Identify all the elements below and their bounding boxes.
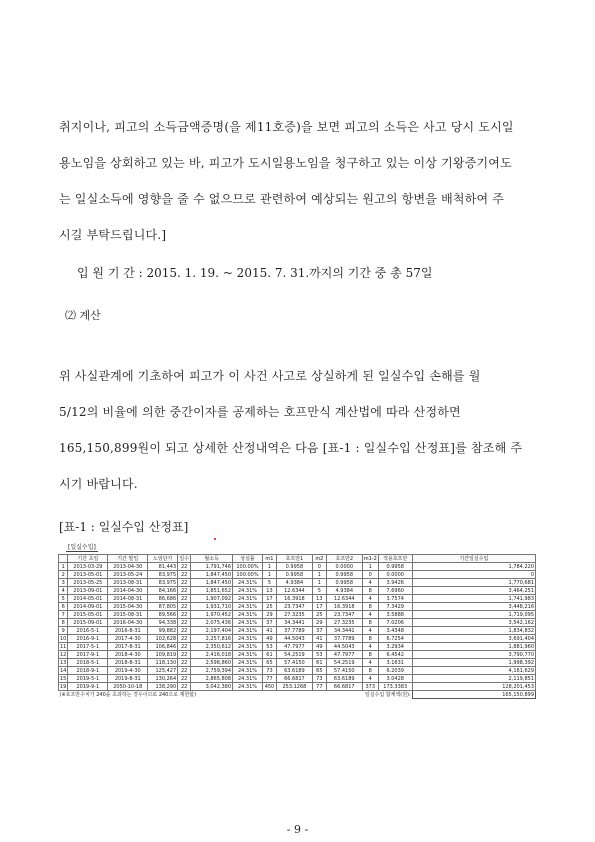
table-cell: 22 bbox=[178, 603, 191, 611]
table-cell: 24.31% bbox=[233, 587, 263, 595]
table-cell: 2013-04-30 bbox=[108, 563, 148, 571]
table-cell: 4 bbox=[362, 579, 378, 587]
table-cell: 2,598,860 bbox=[191, 659, 233, 667]
table-cell: 22 bbox=[178, 595, 191, 603]
table-cell: 8 bbox=[362, 603, 378, 611]
table-cell: 0 bbox=[412, 571, 535, 579]
table-cell: 81,443 bbox=[148, 563, 178, 571]
table-cell: 73 bbox=[262, 667, 276, 675]
table-cell: 13 bbox=[312, 595, 326, 603]
table-cell: 24.31% bbox=[233, 627, 263, 635]
table-cell: 0.9958 bbox=[326, 579, 362, 587]
table-cell: 2015-05-01 bbox=[68, 611, 108, 619]
table-cell: 16.3918 bbox=[276, 595, 312, 603]
table-row bbox=[59, 603, 536, 611]
table-row bbox=[59, 675, 536, 683]
table-cell: 44.5043 bbox=[326, 643, 362, 651]
table-cell: 2018-9-1 bbox=[68, 667, 108, 675]
table-cell: 2019-4-30 bbox=[108, 667, 148, 675]
table-cell: 450 bbox=[262, 683, 276, 691]
table-cell: 2,416,018 bbox=[191, 651, 233, 659]
table-row bbox=[59, 627, 536, 635]
table-cell: 22 bbox=[178, 659, 191, 667]
table-cell: 3.4348 bbox=[378, 627, 412, 635]
table-cell: 2013-03-29 bbox=[68, 563, 108, 571]
table-cell: 1,907,092 bbox=[191, 595, 233, 603]
table-cell: 8 bbox=[59, 619, 68, 627]
table-cell: 2015-09-01 bbox=[68, 619, 108, 627]
table-cell: 100.00% bbox=[233, 563, 263, 571]
table-cell: 138,290 bbox=[148, 683, 178, 691]
table-cell: 13 bbox=[60, 659, 67, 666]
table-row bbox=[59, 595, 536, 603]
table-cell: 22 bbox=[178, 667, 191, 675]
table-header-cell: 적용호프만 bbox=[378, 555, 412, 563]
table-cell: 22 bbox=[178, 611, 191, 619]
table-cell: 15 bbox=[60, 675, 67, 682]
sum-label: 일실수입 합계액(원): bbox=[364, 691, 411, 698]
table-cell: 22 bbox=[178, 563, 191, 571]
table-cell: 25 bbox=[262, 603, 276, 611]
table-cell: 102,628 bbox=[148, 635, 178, 643]
table-cell: 23.7347 bbox=[276, 603, 312, 611]
table-cell: 3,691,404 bbox=[412, 635, 535, 643]
table-cell: 24.31% bbox=[233, 611, 263, 619]
table-cell: 65 bbox=[312, 667, 326, 675]
admission-period: 입 원 기 간 : 2015. 1. 19. ~ 2015. 7. 31.까지의 기간 중 총 57일 bbox=[77, 266, 433, 280]
table-cell: 0.9958 bbox=[276, 563, 312, 571]
paragraph-line: 용노임을 상회하고 있는 바, 피고가 도시일용노임을 청구하고 있는 이상 기왕증기여도 bbox=[59, 156, 512, 170]
table-cell: 1 bbox=[362, 563, 378, 571]
table-cell: 83,975 bbox=[148, 579, 178, 587]
table-cell: 83,975 bbox=[148, 571, 178, 579]
table-cell: 0.0000 bbox=[326, 563, 362, 571]
table-cell: 1 bbox=[59, 563, 68, 571]
table-cell: 24.31% bbox=[233, 667, 263, 675]
table-row bbox=[59, 571, 536, 579]
sum-value: 165,150,899 bbox=[412, 691, 535, 699]
lost-income-sheet bbox=[58, 540, 536, 698]
table-row bbox=[59, 635, 536, 643]
table-cell: 8 bbox=[362, 667, 378, 675]
table-cell: 2014-05-01 bbox=[68, 595, 108, 603]
table-cell: 16.3918 bbox=[326, 603, 362, 611]
table-cell: 65 bbox=[262, 659, 276, 667]
table-cell: 106,846 bbox=[148, 643, 178, 651]
paragraph-line: 위 사실관계에 기초하여 피고가 이 사건 사고로 상실하게 된 일실수입 손해를 월 bbox=[59, 369, 481, 383]
table-cell: 94,338 bbox=[148, 619, 178, 627]
paragraph-line: 시길 부탁드립니다.] bbox=[59, 228, 167, 242]
table-cell: 2,865,808 bbox=[191, 675, 233, 683]
table-cell: 1,834,832 bbox=[412, 627, 535, 635]
table-cell: 2013-05-24 bbox=[108, 571, 148, 579]
table-cell: 2019-9-1 bbox=[68, 683, 108, 691]
table-cell: 4.9384 bbox=[326, 587, 362, 595]
table-cell: 100.00% bbox=[233, 571, 263, 579]
table-cell: 4 bbox=[362, 643, 378, 651]
table-cell: 22 bbox=[178, 675, 191, 683]
table-cell: 89,566 bbox=[148, 611, 178, 619]
table-cell: 1 bbox=[262, 571, 276, 579]
table-title: [표-1 : 일실수입 산정표] bbox=[59, 520, 189, 534]
table-cell: 12.6344 bbox=[276, 587, 312, 595]
table-header-cell: 기간일실수입 bbox=[412, 555, 535, 563]
table-cell: 3.5888 bbox=[378, 611, 412, 619]
table-cell: 23.7347 bbox=[326, 611, 362, 619]
table-cell: 3,464,251 bbox=[412, 587, 535, 595]
table-cell: 2016-5-1 bbox=[68, 627, 108, 635]
table-cell: 24.31% bbox=[233, 603, 263, 611]
paragraph-line: 시기 바랍니다. bbox=[59, 477, 138, 491]
table-header-cell: m2 bbox=[312, 555, 326, 563]
table-cell: 66.6817 bbox=[276, 675, 312, 683]
table-cell: 2016-8-31 bbox=[108, 627, 148, 635]
table-cell: 61 bbox=[262, 651, 276, 659]
table-cell: 22 bbox=[178, 587, 191, 595]
table-cell: 4 bbox=[362, 611, 378, 619]
table-cell: 2019-8-31 bbox=[108, 675, 148, 683]
table-header-row bbox=[59, 555, 536, 563]
table-header-cell: 호프만1 bbox=[276, 555, 312, 563]
table-cell: 17 bbox=[262, 595, 276, 603]
table-cell: 84,166 bbox=[148, 587, 178, 595]
section-heading: ⑵ 계산 bbox=[65, 309, 101, 322]
table-cell: 37.7789 bbox=[276, 627, 312, 635]
paragraph-line: 5/12의 비율에 의한 중간이자를 공제하는 호프만식 계산법에 따라 산정하면 bbox=[59, 405, 461, 419]
table-cell: 2050-10-18 bbox=[108, 683, 148, 691]
table-cell: 0.0000 bbox=[378, 571, 412, 579]
table-row bbox=[59, 643, 536, 651]
table-cell: 22 bbox=[178, 619, 191, 627]
table-cell: 8 bbox=[362, 587, 378, 595]
table-header-cell: 일수 bbox=[179, 555, 189, 562]
table-cell: 1,851,652 bbox=[191, 587, 233, 595]
table-cell: 6.4542 bbox=[378, 651, 412, 659]
table-cell: 0.9958 bbox=[276, 571, 312, 579]
table-cell: 1,791,746 bbox=[191, 563, 233, 571]
sheet-label: [일실수입] bbox=[68, 544, 96, 551]
table-cell: 2017-8-31 bbox=[108, 643, 148, 651]
table-header-cell: 호프만2 bbox=[326, 555, 362, 563]
table-cell: 373 bbox=[362, 683, 378, 691]
table-cell: 253.1268 bbox=[276, 683, 312, 691]
table-cell: 24.31% bbox=[233, 643, 263, 651]
table-cell: 86,686 bbox=[148, 595, 178, 603]
table-cell: 77 bbox=[312, 683, 326, 691]
table-cell: 2,197,404 bbox=[191, 627, 233, 635]
table-cell: 24.31% bbox=[233, 595, 263, 603]
table-header-cell bbox=[59, 555, 68, 563]
table-cell: 22 bbox=[178, 643, 191, 651]
table-cell: 4 bbox=[362, 595, 378, 603]
table-cell: 57.4150 bbox=[276, 659, 312, 667]
table-cell: 109,819 bbox=[148, 651, 178, 659]
table-cell: 54.2519 bbox=[276, 651, 312, 659]
table-cell: 1,741,983 bbox=[412, 595, 535, 603]
table-cell: 2014-09-01 bbox=[68, 603, 108, 611]
table-cell: 7 bbox=[59, 611, 68, 619]
table-cell: 2017-5-1 bbox=[68, 643, 108, 651]
table-cell: 1,881,960 bbox=[412, 643, 535, 651]
table-row bbox=[59, 619, 536, 627]
table-cell: 1 bbox=[312, 579, 326, 587]
table-cell: 2,350,612 bbox=[191, 643, 233, 651]
table-cell: 1,970,452 bbox=[191, 611, 233, 619]
table-header-cell: m1-2 bbox=[363, 555, 377, 562]
table-cell: 8 bbox=[362, 651, 378, 659]
table-cell: 17 bbox=[312, 603, 326, 611]
table-cell: 2014-04-30 bbox=[108, 587, 148, 595]
table-cell: 1,784,220 bbox=[412, 563, 535, 571]
table-cell: 0.9958 bbox=[378, 563, 412, 571]
table-cell: 4,161,629 bbox=[412, 667, 535, 675]
table-cell: 63.6189 bbox=[276, 667, 312, 675]
table-cell: 22 bbox=[178, 651, 191, 659]
table-cell: 22 bbox=[178, 683, 191, 691]
table-cell: 87,805 bbox=[148, 603, 178, 611]
table-row bbox=[59, 611, 536, 619]
table-cell: 2,075,436 bbox=[191, 619, 233, 627]
table-cell: 0 bbox=[362, 571, 378, 579]
table-cell: 47.7977 bbox=[276, 643, 312, 651]
table-cell: 3,448,216 bbox=[412, 603, 535, 611]
table-cell: 1,998,392 bbox=[412, 659, 535, 667]
paragraph-line: 취지이나, 피고의 소득금액증명(을 제11호증)을 보면 피고의 소득은 사고 당시 도시일 bbox=[59, 120, 514, 134]
table-row bbox=[59, 579, 536, 587]
table-cell: 73 bbox=[312, 675, 326, 683]
table-cell: 3.7574 bbox=[378, 595, 412, 603]
table-cell: 24.31% bbox=[233, 619, 263, 627]
table-cell: 6.7254 bbox=[378, 635, 412, 643]
table-cell: 7.6960 bbox=[378, 587, 412, 595]
page-number: - 9 - bbox=[286, 823, 309, 836]
table-cell: 4 bbox=[59, 587, 68, 595]
table-cell: 0.9958 bbox=[326, 571, 362, 579]
table-cell: 53 bbox=[312, 651, 326, 659]
table-row bbox=[59, 667, 536, 675]
table-cell: 173.3383 bbox=[378, 683, 412, 691]
paragraph-line: 165,150,899원이 되고 상세한 산정내역은 다음 [표-1 : 일실수입 산정표]를 참조해 주 bbox=[59, 441, 523, 455]
table-cell: 24.31% bbox=[233, 659, 263, 667]
table-cell: 27.3235 bbox=[276, 611, 312, 619]
table-cell: 2017-9-1 bbox=[68, 651, 108, 659]
table-cell: 53 bbox=[262, 643, 276, 651]
table-cell: 99,882 bbox=[148, 627, 178, 635]
table-cell: 2,759,394 bbox=[191, 667, 233, 675]
table-header-cell: 기간 초일 bbox=[68, 555, 108, 563]
table-cell: 125,427 bbox=[148, 667, 178, 675]
table-header-cell: 기간 말일 bbox=[108, 555, 148, 563]
table-cell: 34.3441 bbox=[276, 619, 312, 627]
table-cell: 13 bbox=[262, 587, 276, 595]
table-cell: 6.2039 bbox=[378, 667, 412, 675]
table-cell: 63.6189 bbox=[326, 675, 362, 683]
table-cell: 49 bbox=[262, 635, 276, 643]
table-cell: 19 bbox=[60, 683, 67, 690]
table-cell: 12.6344 bbox=[326, 595, 362, 603]
table-cell: 2013-09-01 bbox=[68, 587, 108, 595]
table-cell: 4.9384 bbox=[276, 579, 312, 587]
table-cell: 37 bbox=[312, 627, 326, 635]
table-header-cell: 상실률 bbox=[233, 555, 263, 563]
table-cell: 6 bbox=[59, 603, 68, 611]
table-cell: 8 bbox=[362, 635, 378, 643]
table-cell: 44.5043 bbox=[276, 635, 312, 643]
table-cell: 54.2519 bbox=[326, 659, 362, 667]
table-cell: 2014-08-31 bbox=[108, 595, 148, 603]
table-cell: 1,770,681 bbox=[412, 579, 535, 587]
table-row bbox=[59, 651, 536, 659]
table-cell: 1 bbox=[262, 563, 276, 571]
table-cell: 29 bbox=[262, 611, 276, 619]
table-cell: 37 bbox=[262, 619, 276, 627]
table-cell: 2019-5-1 bbox=[68, 675, 108, 683]
table-cell: 12 bbox=[60, 651, 67, 658]
table-cell: 8 bbox=[362, 619, 378, 627]
table-header-cell: m1 bbox=[262, 555, 276, 563]
table-cell: 22 bbox=[178, 571, 191, 579]
table-cell: 77 bbox=[262, 675, 276, 683]
table-cell: 2015-08-31 bbox=[108, 611, 148, 619]
table-cell: 2016-04-30 bbox=[108, 619, 148, 627]
table-cell: 47.7977 bbox=[326, 651, 362, 659]
table-footer-row bbox=[59, 691, 536, 699]
table-cell: 128,201,453 bbox=[412, 683, 535, 691]
table-cell: 2013-08-31 bbox=[108, 579, 148, 587]
table-cell: 37.7789 bbox=[326, 635, 362, 643]
table-cell: 2013-05-01 bbox=[68, 571, 108, 579]
table-cell: 5 bbox=[262, 579, 276, 587]
table-header-cell: 월소득 bbox=[191, 555, 233, 563]
table-cell: 2017-4-30 bbox=[108, 635, 148, 643]
table-cell: 29 bbox=[312, 619, 326, 627]
table-cell: 2018-5-1 bbox=[68, 659, 108, 667]
table-cell: 5 bbox=[312, 587, 326, 595]
table-cell: 2,257,816 bbox=[191, 635, 233, 643]
table-cell: 3.9426 bbox=[378, 579, 412, 587]
table-cell: 34.3441 bbox=[326, 627, 362, 635]
table-cell: 25 bbox=[312, 611, 326, 619]
table-cell: 22 bbox=[178, 635, 191, 643]
table-row bbox=[59, 683, 536, 691]
table-cell: 3.1631 bbox=[378, 659, 412, 667]
table-cell: 7.3429 bbox=[378, 603, 412, 611]
table-cell: 1,719,095 bbox=[412, 611, 535, 619]
table-cell: 14 bbox=[60, 667, 67, 674]
paragraph-line: 는 일실소득에 영향을 줄 수 없으므로 관련하여 예상되는 원고의 항변을 배척하여 주 bbox=[59, 192, 505, 206]
table-cell: 24.31% bbox=[233, 683, 263, 691]
table-cell: 66.6817 bbox=[326, 683, 362, 691]
table-cell: 5 bbox=[59, 595, 68, 603]
table-cell: 2018-4-30 bbox=[108, 651, 148, 659]
table-cell: 24.31% bbox=[233, 651, 263, 659]
table-cell: 11 bbox=[60, 643, 67, 650]
table-cell: 1,931,710 bbox=[191, 603, 233, 611]
table-cell: 4 bbox=[362, 675, 378, 683]
table-cell: 2018-8-31 bbox=[108, 659, 148, 667]
table-row bbox=[59, 659, 536, 667]
table-row bbox=[59, 587, 536, 595]
table-cell: 130,264 bbox=[148, 675, 178, 683]
table-cell: 57.4150 bbox=[326, 667, 362, 675]
table-cell: 41 bbox=[312, 635, 326, 643]
table-cell: 3,542,162 bbox=[412, 619, 535, 627]
table-header-cell: 노임단가 bbox=[148, 555, 178, 563]
table-row bbox=[59, 563, 536, 571]
table-cell: 3.2934 bbox=[378, 643, 412, 651]
table-cell: 27.3235 bbox=[326, 619, 362, 627]
table-cell: 41 bbox=[262, 627, 276, 635]
table-cell: 3 bbox=[59, 579, 68, 587]
table-cell: 4 bbox=[362, 659, 378, 667]
table-cell: 2 bbox=[59, 571, 68, 579]
table-cell: 1 bbox=[312, 571, 326, 579]
table-footnote: (※호프만수치가 240을 초과하는 경우이므로 240으로 제한함) bbox=[59, 691, 197, 698]
table-cell: 49 bbox=[312, 643, 326, 651]
table-cell: 2,119,851 bbox=[412, 675, 535, 683]
table-cell: 3,790,770 bbox=[412, 651, 535, 659]
table-cell: 22 bbox=[178, 579, 191, 587]
table-cell: 61 bbox=[312, 659, 326, 667]
table-cell: 3,042,380 bbox=[191, 683, 233, 691]
table-cell: 22 bbox=[178, 627, 191, 635]
table-cell: 24.31% bbox=[233, 579, 263, 587]
table-cell: 1,847,450 bbox=[191, 579, 233, 587]
table-cell: 24.31% bbox=[233, 675, 263, 683]
table-cell: 10 bbox=[60, 635, 67, 642]
lost-income-table bbox=[58, 554, 536, 699]
table-cell: 3.0428 bbox=[378, 675, 412, 683]
table-cell: 7.0206 bbox=[378, 619, 412, 627]
table-cell: 118,130 bbox=[148, 659, 178, 667]
table-cell: 0 bbox=[312, 563, 326, 571]
table-cell: 2016-9-1 bbox=[68, 635, 108, 643]
table-cell: 2013-05-25 bbox=[68, 579, 108, 587]
table-cell: 4 bbox=[362, 627, 378, 635]
table-cell: 24.31% bbox=[233, 635, 263, 643]
table-cell: 9 bbox=[59, 627, 68, 635]
table-cell: 1,847,450 bbox=[191, 571, 233, 579]
table-cell: 2015-04-30 bbox=[108, 603, 148, 611]
